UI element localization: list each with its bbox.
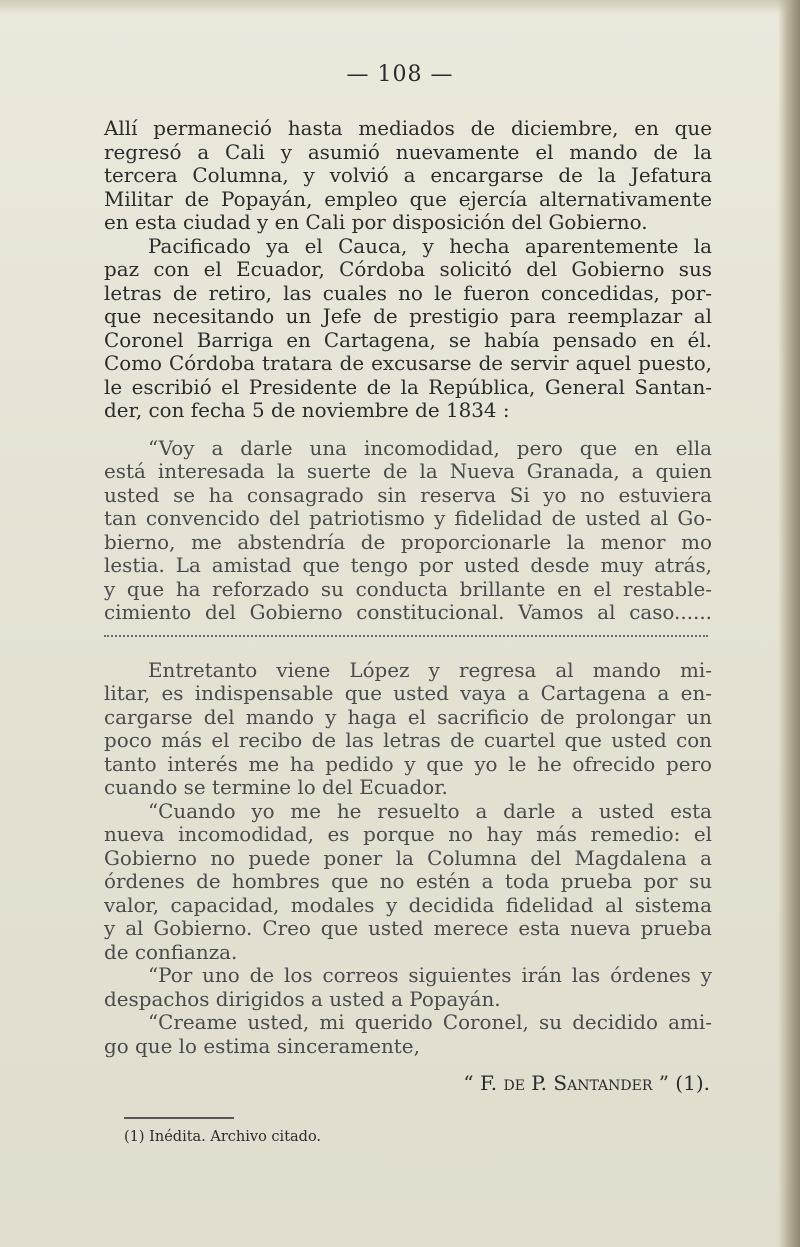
text-line: tan convencido del patriotismo y fidelidad de usted al Go- xyxy=(104,507,712,530)
page-top-shadow xyxy=(0,0,800,14)
text-line: der, con fecha 5 de noviembre de 1834 : xyxy=(104,399,510,422)
text-line: está interesada la suerte de la Nueva Granada, a quien xyxy=(104,460,712,483)
text-line: le escribió el Presidente de la República, General Santan- xyxy=(104,375,712,399)
text-line: letras de retiro, las cuales no le fueron concedidas, por- xyxy=(104,281,712,305)
paragraph-1 xyxy=(104,117,712,235)
text-line: “Creame usted, mi querido Coronel, su decidido ami- xyxy=(148,1011,712,1034)
text-line: en esta ciudad y en Cali por disposición del Gobierno. xyxy=(104,211,648,234)
text-line: tanto interés me ha pedido y que yo le he ofrecido pero xyxy=(104,752,712,776)
text-line: Coronel Barriga en Cartagena, se había pensado en él. xyxy=(104,328,712,352)
footnote: (1) Inédita. Archivo citado. xyxy=(124,1129,322,1145)
text-line: Allí permaneció hasta mediados de diciembre, en que xyxy=(104,117,712,140)
text-line: Como Córdoba tratara de excusarse de servir aquel puesto, xyxy=(104,352,712,375)
text-line: valor, capacidad, modales y decidida fidelidad al sistema xyxy=(104,893,712,917)
letter-paragraph-5 xyxy=(104,1011,712,1058)
text-line: litar, es indispensable que usted vaya a Cartagena a en- xyxy=(104,682,712,705)
footnote-rule xyxy=(124,1117,234,1119)
text-line: que necesitando un Jefe de prestigio para reemplazar al xyxy=(104,305,712,328)
page-body xyxy=(104,117,712,1096)
page-edge-shadow xyxy=(778,0,800,1247)
ellipsis-separator xyxy=(104,635,708,647)
text-line: y que ha reforzado su conducta brillante en el restable- xyxy=(104,577,712,601)
paragraph-2 xyxy=(104,235,712,423)
letter-paragraph-2 xyxy=(104,659,712,800)
text-line: cimiento del Gobierno constitucional. Vamos al caso...... xyxy=(104,601,712,624)
text-line: cuando se termine lo del Ecuador. xyxy=(104,776,448,799)
text-line: órdenes de hombres que no estén a toda prueba por su xyxy=(104,870,712,893)
text-line: Militar de Popayán, empleo que ejercía alternativamente xyxy=(104,187,712,211)
text-line: despachos dirigidos a usted a Popayán. xyxy=(104,987,501,1011)
letter-paragraph-1 xyxy=(104,437,712,625)
text-line: “Por uno de los correos siguientes irán las órdenes y xyxy=(148,964,712,987)
letter-paragraph-4 xyxy=(104,964,712,1011)
letter-paragraph-3 xyxy=(104,800,712,965)
text-line: Pacificado ya el Cauca, y hecha aparentemente la xyxy=(148,234,712,258)
text-line: poco más el recibo de las letras de cuartel que usted con xyxy=(104,729,712,752)
text-line: Entretanto viene López y regresa al mando mi- xyxy=(148,658,712,682)
text-line: go que lo estima sinceramente, xyxy=(104,1034,420,1058)
text-line: lestia. La amistad que tengo por usted desde muy atrás, xyxy=(104,554,712,577)
text-line: “Cuando yo me he resuelto a darle a usted esta xyxy=(148,799,712,823)
page-number: — 108 — xyxy=(346,62,454,87)
text-line: paz con el Ecuador, Córdoba solicitó del Gobierno sus xyxy=(104,258,712,281)
text-line: “Voy a darle una incomodidad, pero que en ella xyxy=(148,436,712,460)
text-line: y al Gobierno. Creo que usted merece esta nueva prueba xyxy=(104,917,712,940)
text-line: de confianza. xyxy=(104,940,238,964)
text-line: regresó a Cali y asumió nuevamente el mando de la xyxy=(104,140,712,164)
text-line: usted se ha consagrado sin reserva Si yo no estuviera xyxy=(104,483,712,507)
text-line: cargarse del mando y haga el sacrificio de prolongar un xyxy=(104,705,712,729)
text-line: tercera Columna, y volvió a encargarse de la Jefatura xyxy=(104,164,712,187)
text-line: Gobierno no puede poner la Columna del Magdalena a xyxy=(104,846,712,870)
signature: “ F. de P. Santander ” (1). xyxy=(463,1071,710,1095)
text-line: bierno, me abstendría de proporcionarle la menor mo xyxy=(104,530,712,554)
text-line: nueva incomodidad, es porque no hay más remedio: el xyxy=(104,823,712,846)
